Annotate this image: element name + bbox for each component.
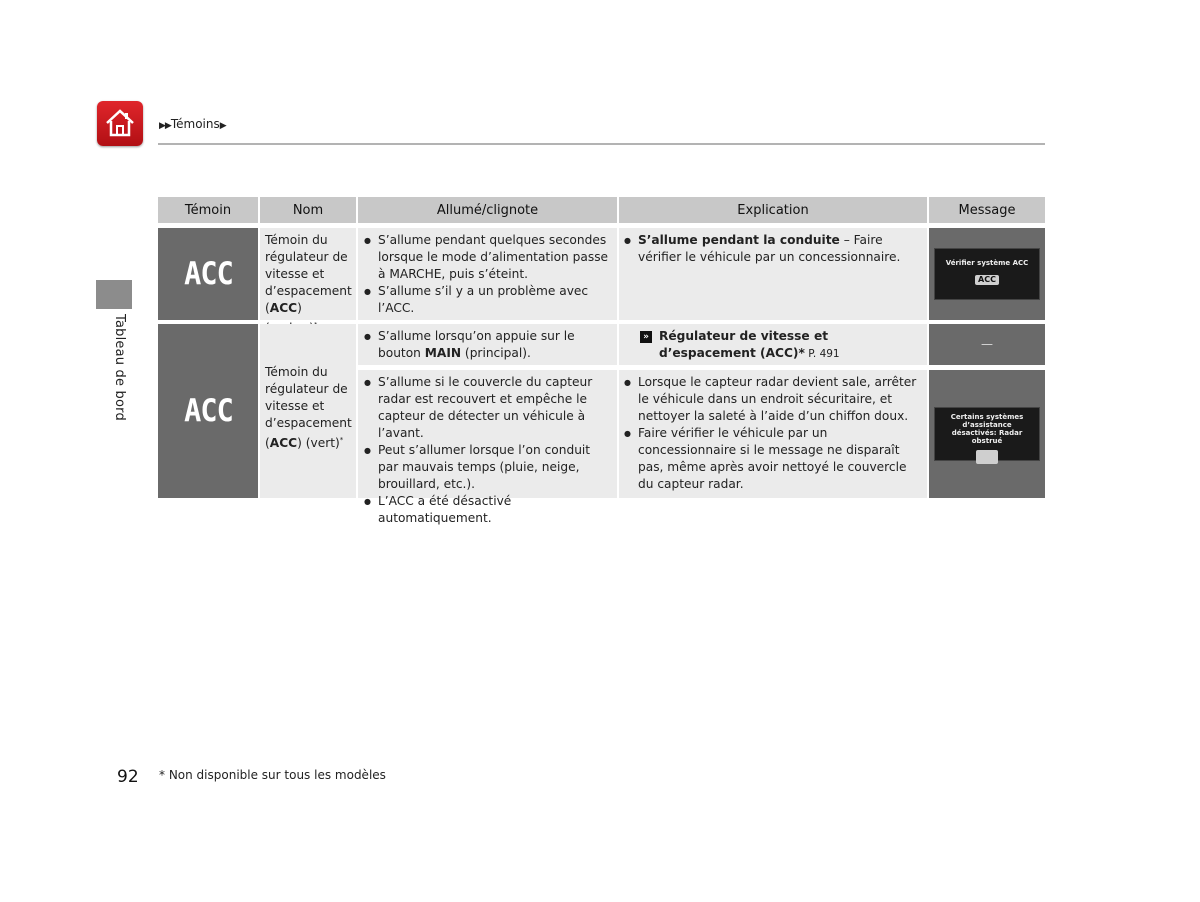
row2a-on-suffix: (principal). [461,346,531,360]
row1-on [358,228,617,320]
row1-name-suffix: ) [297,301,302,315]
row2-name-bold: ACC [269,436,298,451]
row1-name [260,228,356,320]
arrow-link-icon: » [640,331,652,343]
list-item: ● Peut s’allumer lorsque l’on conduit par mauvais temps (pluie, neige, brouillard, etc.). [364,442,613,493]
list-item: ● Faire vérifier le véhicule par un concessionnaire si le message ne disparaît pas, même après avoir nettoyé le couvercle du capteur radar. [624,425,923,493]
row2b-on [358,370,617,525]
row1-name-text: Témoin du régulateur de vitesse et d’espacement ( [265,233,352,315]
acc-green-indicator [158,324,258,498]
row1-name-bold: ACC [269,301,298,315]
xref-page: P. 491 [804,348,840,360]
main-button-label: MAIN [424,346,462,360]
breadcrumb-arrow-icon: ▶ [219,121,226,131]
radar-obstructed-icon [976,450,998,464]
side-tab-marker [96,280,132,309]
footnote: * Non disponible sur tous les modèles [159,768,386,782]
header-temoin: Témoin [158,197,258,223]
top-divider [158,143,1045,145]
side-tab-label: Tableau de bord [112,314,127,421]
xref-footnote-mark: * [798,346,805,360]
breadcrumb[interactable] [159,117,226,131]
row2b-explanation [619,370,927,498]
message-title: Vérifier système ACC [945,259,1029,267]
list-item: ● L’ACC a été désactivé automatiquement. [364,493,613,527]
list-item: ● Lorsque le capteur radar devient sale, arrêter le véhicule dans un endroit sécuritaire, et nettoyer la saleté à l’aide d’un chiffon doux. [624,374,923,425]
header-nom: Nom [260,197,356,223]
breadcrumb-label: Témoins [170,117,220,131]
row1-explanation [619,228,927,320]
cross-reference-link[interactable] [643,328,923,363]
breadcrumb-arrows-icon: ▶▶ [159,121,171,131]
row2-name [260,324,356,498]
row2-name-suffix: ) (vert) [297,436,340,451]
list-item: ● S’allume s’il y a un problème avec l’ACC. [364,283,613,317]
acc-indicator-icon: ACC [183,392,233,429]
home-icon [104,107,136,139]
row2-name-text: Témoin du régulateur de vitesse et d’espacement ( [265,365,352,451]
row1-expl-bold: S’allume pendant la conduite [638,233,840,247]
acc-amber-indicator [158,228,258,320]
row2a-message: — [929,324,1045,365]
row1-message-cell [929,228,1045,320]
list-item: ● S’allume pendant quelques secondes lorsque le mode d’alimentation passe à MARCHE, puis s’éteint. [364,232,613,283]
list-item [624,232,923,266]
row2-footnote-mark: * [339,436,344,444]
header-message: Message [929,197,1045,223]
acc-badge-icon: ACC [975,275,999,285]
message-title: Certains systèmes d’assistance désactivés: Radar obstrué [950,413,1024,445]
acc-indicator-icon: ACC [183,255,233,292]
header-explication: Explication [619,197,927,223]
header-allume: Allumé/clignote [358,197,617,223]
message-screen [934,407,1040,461]
row2a-explanation [619,324,927,365]
row1-expl-text: – Faire vérifier le véhicule par un concessionnaire. [638,233,901,264]
row2a-on-text: S’allume lorsqu’on appuie sur le bouton [378,329,575,360]
indicator-table [158,197,1045,525]
list-item: ● S’allume si le couvercle du capteur radar est recouvert et empêche le capteur de détecter un véhicule à l’avant. [364,374,613,442]
xref-title: Régulateur de vitesse et d’espacement (ACC) [659,329,829,360]
row2a-on [358,324,617,365]
message-screen [934,248,1040,300]
home-button[interactable] [97,101,143,146]
page-number: 92 [117,767,139,787]
list-item [364,328,613,362]
row2b-message-cell [929,370,1045,498]
